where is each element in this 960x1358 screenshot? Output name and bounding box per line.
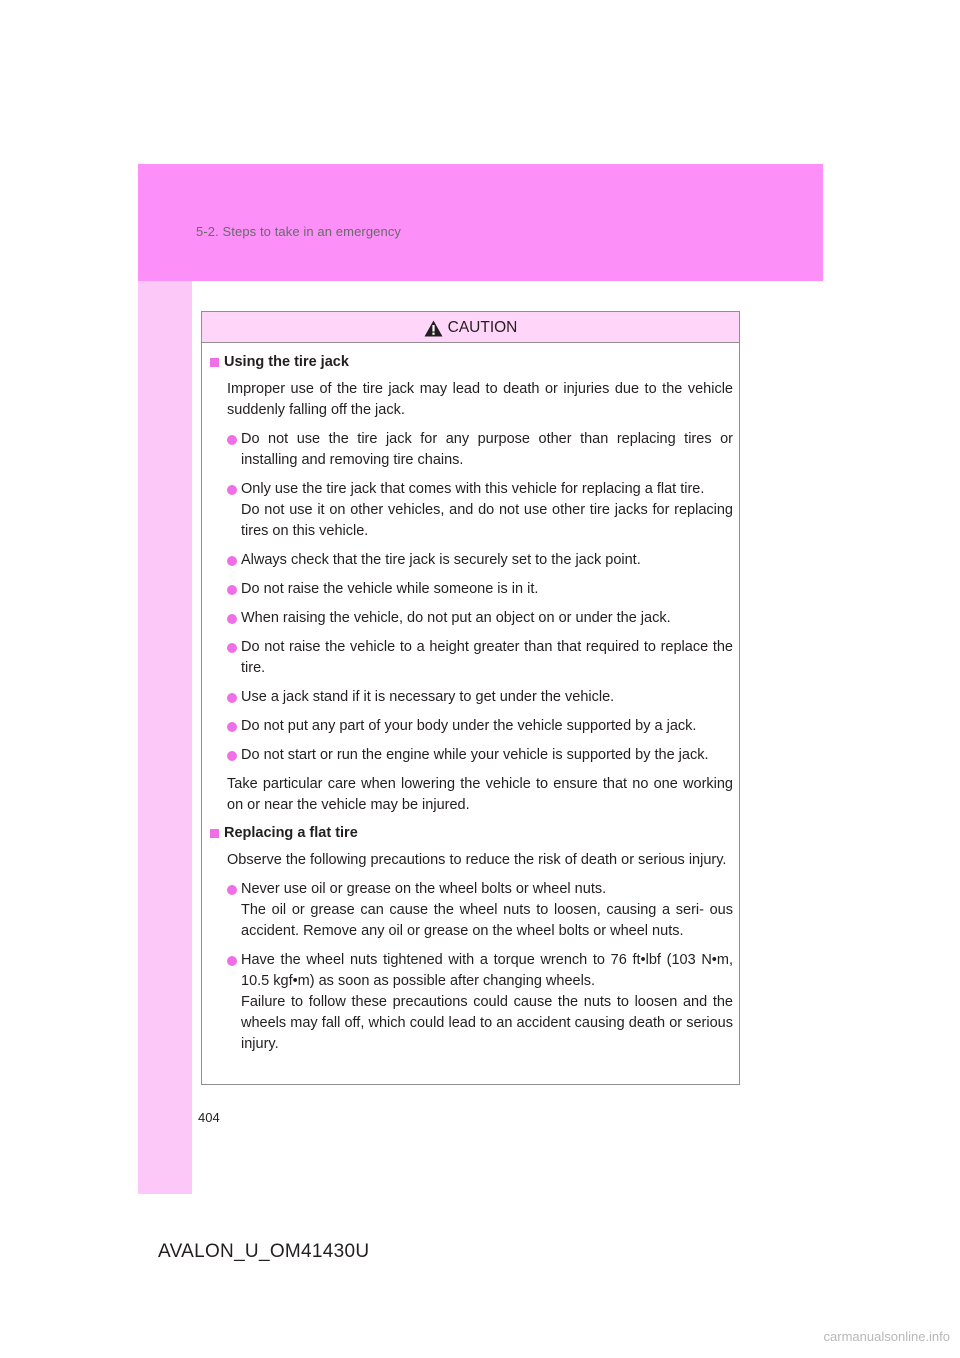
bullet-item [227,550,733,571]
bullet-text: Never use oil or grease on the wheel bolts or wheel nuts. [241,881,607,897]
section-heading-text: Replacing a flat tire [224,825,358,841]
bullet-text: Have the wheel nuts tightened with a torque wrench to 76 ft•lbf (103 N•m, 10.5 kgf•m) as soon as possible after changing wheels. [241,952,733,989]
bullet-text: Do not use it on other vehicles, and do not use other tire jacks for replacing tires on this vehicle. [241,502,733,539]
section-intro: Improper use of the tire jack may lead to death or injuries due to the vehicle suddenly falling off the jack. [227,381,733,418]
section-outro: Take particular care when lowering the vehicle to ensure that no one working on or near the vehicle may be injured. [227,776,733,813]
header-band [138,164,823,281]
bullet-item [227,579,733,600]
section-heading [210,353,733,371]
bullet-text: Use a jack stand if it is necessary to get under the vehicle. [241,689,615,705]
bullet-text: Do not raise the vehicle while someone is in it. [241,581,539,597]
bullet-item [227,608,733,629]
bullet-item [227,716,733,737]
bullet-dot-icon [227,751,237,761]
square-bullet-icon [210,829,219,838]
bullet-dot-icon [227,643,237,653]
bullet-text: Do not use the tire jack for any purpose other than replacing tires or installing and removing tire chains. [241,431,733,468]
section-title: 5-2. Steps to take in an emergency [196,224,402,239]
bullet-item [227,429,733,471]
caution-box [201,311,740,1085]
bullet-item [227,950,733,1055]
bullet-text: Failure to follow these precautions could cause the nuts to loosen and the wheels may fall off, which could lead to an accident causing death or serious injury. [241,994,733,1052]
bullet-text: Do not start or run the engine while your vehicle is supported by the jack. [241,747,709,763]
caution-title: CAUTION [447,319,518,336]
bullet-dot-icon [227,435,237,445]
section-intro: Observe the following precautions to reduce the risk of death or serious injury. [227,852,727,868]
bullet-item [227,745,733,766]
bullet-dot-icon [227,556,237,566]
page-number: 404 [198,1110,220,1125]
bullet-item [227,687,733,708]
side-band [138,164,192,1194]
bullet-item [227,879,733,942]
watermark: carmanualsonline.info [823,1329,950,1344]
square-bullet-icon [210,358,219,367]
bullet-text: The oil or grease can cause the wheel nuts to loosen, causing a seri- ous accident. Remove any oil or grease on the wheel bolts or wheel nuts. [241,902,733,939]
caution-body [202,343,739,1055]
bullet-dot-icon [227,585,237,595]
bullet-text: When raising the vehicle, do not put an object on or under the jack. [241,610,671,626]
bullet-text: Do not raise the vehicle to a height greater than that required to replace the tire. [241,639,733,676]
warning-icon [424,320,443,337]
bullet-dot-icon [227,956,237,966]
bullet-text: Always check that the tire jack is securely set to the jack point. [241,552,641,568]
bullet-text: Do not put any part of your body under the vehicle supported by a jack. [241,718,697,734]
document-code: AVALON_U_OM41430U [158,1241,370,1262]
bullet-item [227,479,733,542]
caution-header [202,312,739,343]
section-heading [210,824,733,842]
bullet-text: Only use the tire jack that comes with this vehicle for replacing a flat tire. [241,481,705,497]
bullet-dot-icon [227,693,237,703]
bullet-dot-icon [227,722,237,732]
bullet-item [227,637,733,679]
bullet-dot-icon [227,885,237,895]
section-heading-text: Using the tire jack [224,354,349,370]
bullet-dot-icon [227,485,237,495]
bullet-dot-icon [227,614,237,624]
